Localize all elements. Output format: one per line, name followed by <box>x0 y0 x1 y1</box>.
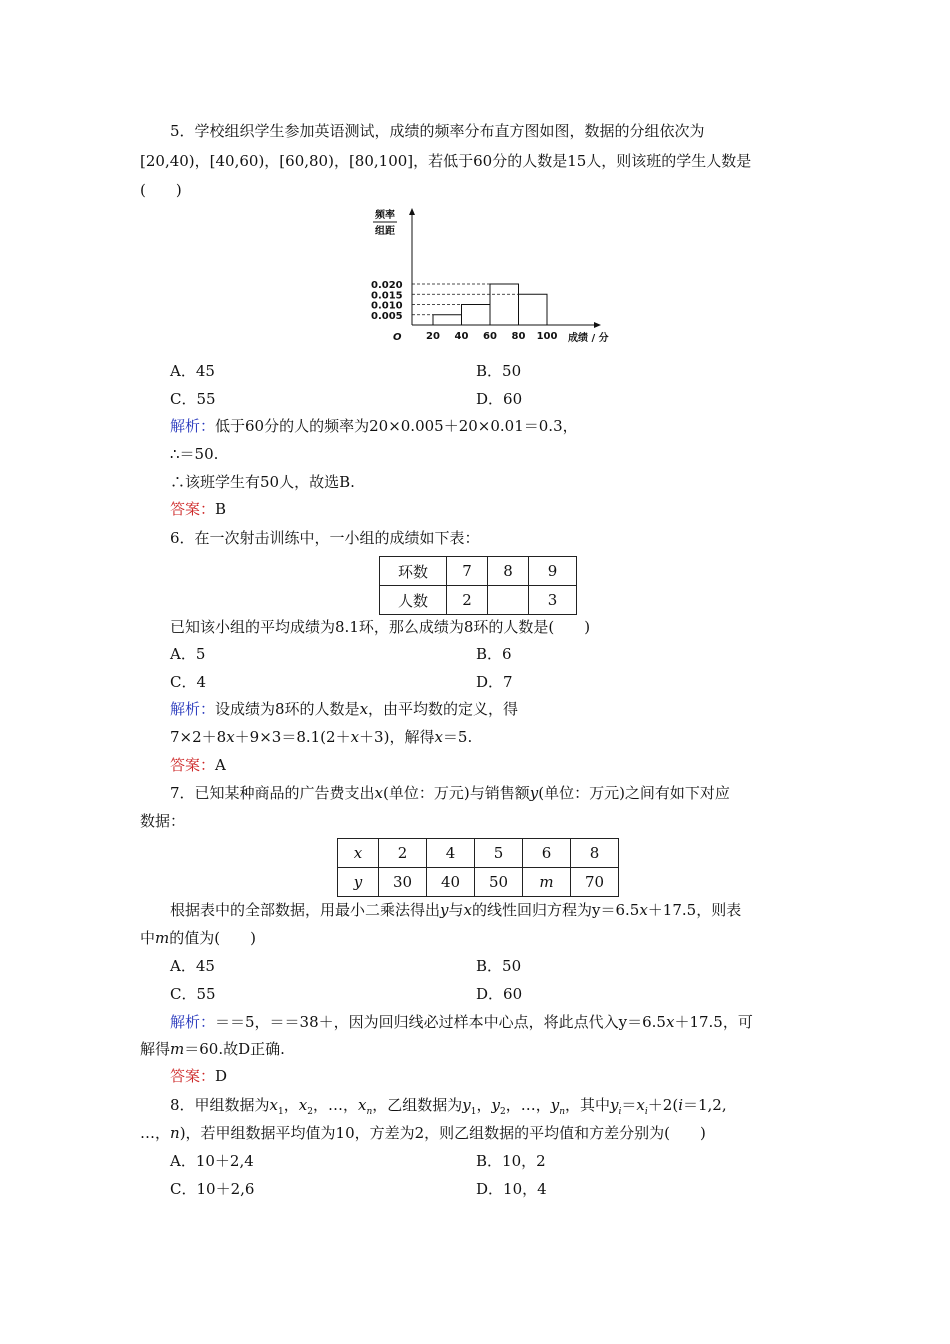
table-cell: x <box>338 839 379 868</box>
analysis-label: 解析： <box>170 1013 216 1031</box>
table-cell: 环数 <box>380 557 447 586</box>
table-cell: y <box>338 868 379 897</box>
table-row <box>338 868 619 897</box>
answer-label: 答案： <box>170 1067 216 1085</box>
q6-score-table <box>379 556 577 615</box>
q6-analysis-line2: 7×2＋8x＋9×3＝8.1(2＋x＋3)，解得x＝5. <box>170 728 473 746</box>
q8-option-c[interactable]: C．10＋2,6 <box>170 1180 255 1198</box>
q5-analysis-line3: ∴该班学生有50人，故选B. <box>170 473 355 491</box>
q8-stem-line2: …，n)，若甲组数据平均值为10，方差为2，则乙组数据的平均值和方差分别为( ) <box>140 1124 706 1142</box>
q6-option-d[interactable]: D．7 <box>476 673 513 691</box>
table-cell: 4 <box>427 839 475 868</box>
q5-option-d[interactable]: D．60 <box>476 390 523 408</box>
table-row <box>380 557 577 586</box>
table-cell: 6 <box>523 839 571 868</box>
q5-option-a[interactable]: A．45 <box>170 362 215 380</box>
analysis-label: 解析： <box>170 700 216 718</box>
answer-label: 答案： <box>170 756 216 774</box>
histogram-bar <box>462 305 491 326</box>
q7-question-line1: 根据表中的全部数据，用最小二乘法得出y与x的线性回归方程为y＝6.5x＋17.5，则表 <box>170 901 742 919</box>
q6-stem: 6．在一次射击训练中，一小组的成绩如下表： <box>170 529 480 547</box>
q6-option-c[interactable]: C．4 <box>170 673 207 691</box>
q5-stem-line3: ( ) <box>140 181 182 199</box>
q5-stem-line1: 5．学校组织学生参加英语测试，成绩的频率分布直方图如图，数据的分组依次为 <box>170 122 705 140</box>
q5-analysis-line2: ∴＝50. <box>170 445 219 463</box>
q5-option-c[interactable]: C．55 <box>170 390 216 408</box>
q6-option-a[interactable]: A．5 <box>170 645 206 663</box>
y-tick-label: 0.005 <box>371 310 403 322</box>
analysis-label: 解析： <box>170 417 216 435</box>
x-axis-arrow-icon <box>594 322 601 328</box>
q7-option-c[interactable]: C．55 <box>170 985 216 1003</box>
histogram-bar <box>490 284 519 325</box>
q5-option-b[interactable]: B．50 <box>476 362 522 380</box>
y-axis-label-bottom: 组距 <box>375 226 395 237</box>
table-cell: 40 <box>427 868 475 897</box>
x-axis-label: 成绩 / 分 <box>568 333 609 344</box>
q7-question-line2: 中m的值为( ) <box>140 929 256 947</box>
table-cell: 70 <box>571 868 619 897</box>
q7-data-table <box>337 838 619 897</box>
y-axis-arrow-icon <box>409 208 415 215</box>
q7-analysis-line1: 解析：＝＝5，＝＝38＋，因为回归线必过样本中心点，将此点代入y＝6.5x＋17.5，可 <box>170 1013 753 1031</box>
y-tick-label: 0.010 <box>371 300 403 312</box>
origin-label: O <box>393 332 402 343</box>
table-cell: m <box>523 868 571 897</box>
y-tick-label: 0.020 <box>371 280 403 291</box>
table-cell: 9 <box>529 557 577 586</box>
q5-answer: 答案：B <box>170 500 227 518</box>
q7-answer: 答案：D <box>170 1067 228 1085</box>
table-cell: 30 <box>379 868 427 897</box>
q7-option-d[interactable]: D．60 <box>476 985 523 1003</box>
x-tick-label: 100 <box>536 331 558 342</box>
table-cell: 2 <box>447 586 488 615</box>
q8-stem-line1: 8．甲组数据为$x_1$，$x_2$，…，$x_n$，乙组数据为$y_1$，$y_2$，…，$y_n$，其中$y_i=x_i+2(i=1,2$, <box>170 1096 727 1117</box>
x-tick-label: 40 <box>454 331 469 342</box>
table-cell: 8 <box>571 839 619 868</box>
table-row <box>338 839 619 868</box>
q7-option-b[interactable]: B．50 <box>476 957 522 975</box>
q6-option-b[interactable]: B．6 <box>476 645 512 663</box>
frequency-histogram <box>365 205 625 345</box>
table-row <box>380 586 577 615</box>
q6-analysis-line1: 解析：设成绩为8环的人数是x，由平均数的定义，得 <box>170 700 519 718</box>
q5-stem-line2: [20,40)，[40,60)，[60,80)，[80,100]，若低于60分的人数是15人，则该班的学生人数是 <box>140 152 752 170</box>
table-cell: 2 <box>379 839 427 868</box>
q8-option-a[interactable]: A．10＋2,4 <box>170 1152 254 1170</box>
q7-stem-line2: 数据： <box>140 812 186 830</box>
x-tick-label: 60 <box>483 331 497 342</box>
q7-option-a[interactable]: A．45 <box>170 957 215 975</box>
table-cell: 5 <box>475 839 523 868</box>
q7-analysis-line2: 解得m＝60.故D正确. <box>140 1040 285 1058</box>
q6-question: 已知该小组的平均成绩为8.1环，那么成绩为8环的人数是( ) <box>170 618 591 636</box>
histogram-bar <box>519 294 548 325</box>
q8-option-b[interactable]: B．10，2 <box>476 1152 546 1170</box>
table-cell: 人数 <box>380 586 447 615</box>
x-tick-label: 80 <box>511 331 526 342</box>
histogram-bar <box>433 315 462 325</box>
table-cell <box>488 586 529 615</box>
q5-analysis-line1: 解析：低于60分的人的频率为20×0.005＋20×0.01＝0.3， <box>170 417 578 435</box>
q6-answer: 答案：A <box>170 756 226 774</box>
table-cell: 3 <box>529 586 577 615</box>
answer-label: 答案： <box>170 500 216 518</box>
table-cell: 8 <box>488 557 529 586</box>
q8-option-d[interactable]: D．10，4 <box>476 1180 547 1198</box>
q7-stem-line1: 7．已知某种商品的广告费支出x(单位：万元)与销售额y(单位：万元)之间有如下对应 <box>170 784 730 802</box>
y-tick-label: 0.015 <box>371 290 403 302</box>
x-tick-label: 20 <box>426 331 440 342</box>
y-axis-label-top: 频率 <box>375 210 395 221</box>
table-cell: 50 <box>475 868 523 897</box>
table-cell: 7 <box>447 557 488 586</box>
